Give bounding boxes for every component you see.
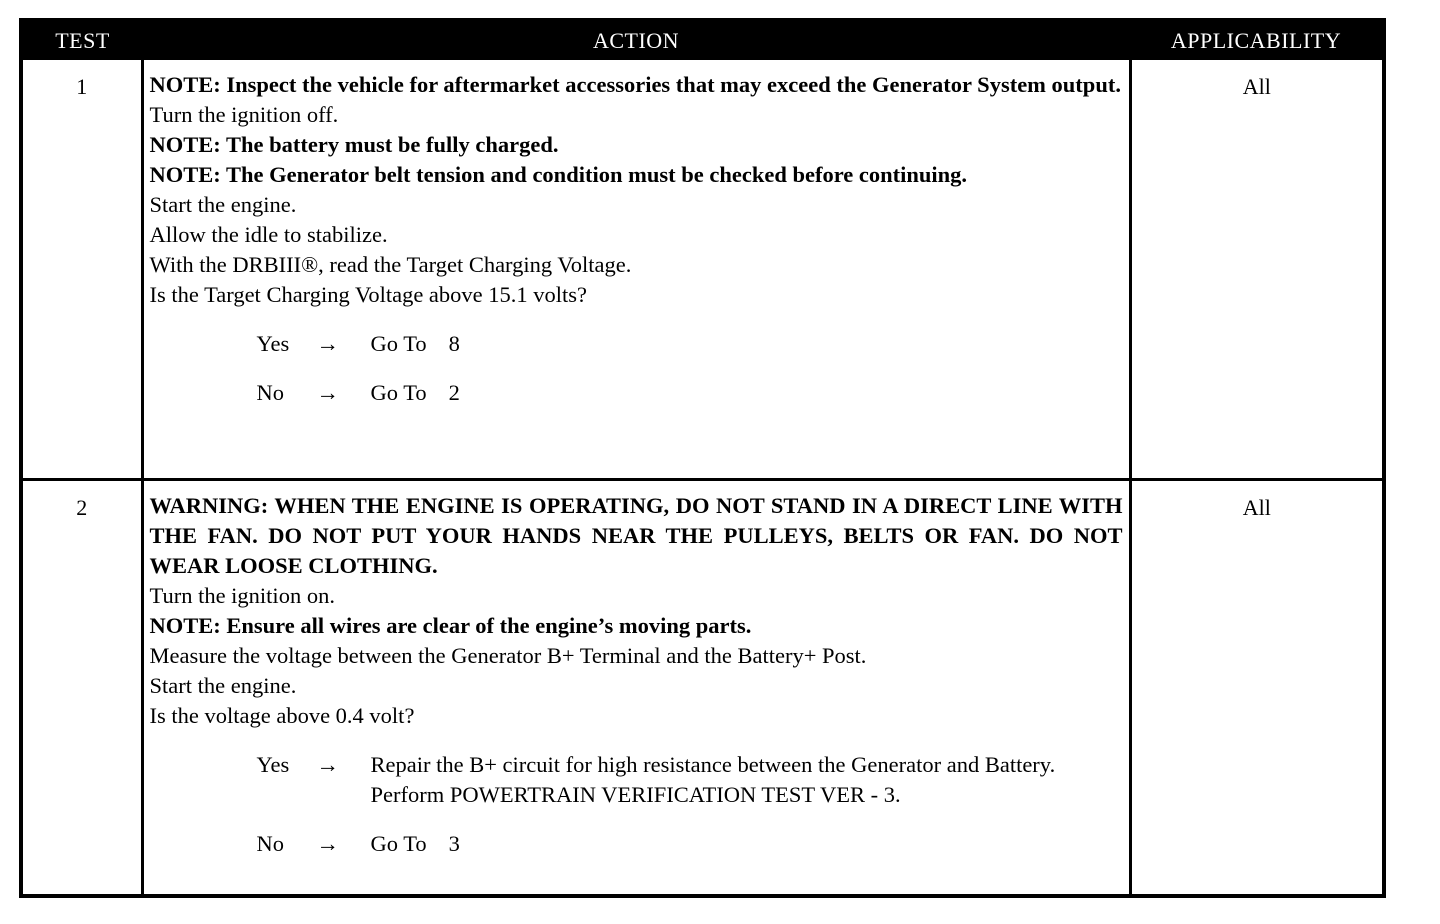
choice-yes — [257, 750, 1123, 810]
choice-result — [371, 750, 1123, 810]
table-row — [23, 60, 1382, 479]
action-line: Turn the ignition on. — [149, 582, 335, 608]
table-row — [23, 479, 1382, 894]
choice-no — [257, 378, 1123, 408]
choice-label: Yes — [256, 751, 290, 777]
choice-label: No — [256, 380, 284, 405]
diagnostic-test-table — [23, 22, 1382, 894]
choice-label: Yes — [256, 331, 290, 356]
goto-number: 3 — [448, 830, 460, 856]
arrow-icon: → — [316, 751, 339, 777]
choice-result — [371, 329, 1123, 359]
action-line: With the DRBIII®, read the Target Charging Voltage. — [149, 252, 632, 277]
action-line: Is the voltage above 0.4 volt? — [149, 702, 415, 728]
action-line: Allow the idle to stabilize. — [149, 222, 388, 247]
goto-number: 8 — [448, 331, 460, 356]
action-cell — [142, 479, 1130, 894]
warning-text: WARNING: WHEN THE ENGINE IS OPERATING, DO NOT STAND IN A DIRECT LINE WITH THE FAN. DO NOT PUT YOUR HANDS NEAR THE PULLEYS, BELTS OR FAN. DO NOT WEAR LOOSE CLOTHING. — [149, 492, 1123, 578]
action-line: Start the engine. — [149, 672, 297, 698]
header-test: TEST — [23, 22, 142, 60]
table-header-row — [23, 22, 1382, 60]
header-action: ACTION — [142, 22, 1130, 60]
action-line: NOTE: The Generator belt tension and condition must be checked before continuing. — [149, 162, 968, 187]
header-applicability: APPLICABILITY — [1130, 22, 1382, 60]
test-number: 1 — [76, 74, 88, 99]
arrow-icon: → — [316, 380, 339, 405]
action-line: Turn the ignition off. — [149, 102, 339, 127]
action-cell — [142, 60, 1130, 479]
test-number: 2 — [23, 479, 142, 894]
arrow-icon: → — [316, 331, 339, 356]
applicability-value: All — [1242, 74, 1271, 99]
diagnostic-table-frame — [19, 18, 1386, 898]
action-line: Start the engine. — [149, 192, 297, 217]
choice-result — [371, 829, 1123, 859]
action-line: NOTE: The battery must be fully charged. — [149, 132, 559, 157]
action-line: NOTE: Inspect the vehicle for aftermarket accessories that may exceed the Generator System output. — [149, 72, 1121, 97]
choice-label: No — [256, 830, 284, 856]
action-line: Is the Target Charging Voltage above 15.1 volts? — [149, 282, 588, 307]
result-line: Repair the B+ circuit for high resistance between the Generator and Battery. — [370, 751, 1056, 777]
choice-result — [371, 378, 1123, 408]
arrow-icon: → — [316, 830, 339, 856]
goto-number: 2 — [448, 380, 460, 405]
action-line: NOTE: Ensure all wires are clear of the engine’s moving parts. — [149, 612, 752, 638]
goto-text: Go To — [370, 830, 427, 856]
choice-no — [257, 829, 1123, 859]
goto-text: Go To — [370, 331, 427, 356]
choice-yes — [257, 329, 1123, 359]
result-line: Perform POWERTRAIN VERIFICATION TEST VER - 3. — [370, 781, 901, 807]
action-line: Measure the voltage between the Generator B+ Terminal and the Battery+ Post. — [149, 642, 867, 668]
goto-text: Go To — [370, 380, 427, 405]
applicability-value: All — [1130, 479, 1382, 894]
